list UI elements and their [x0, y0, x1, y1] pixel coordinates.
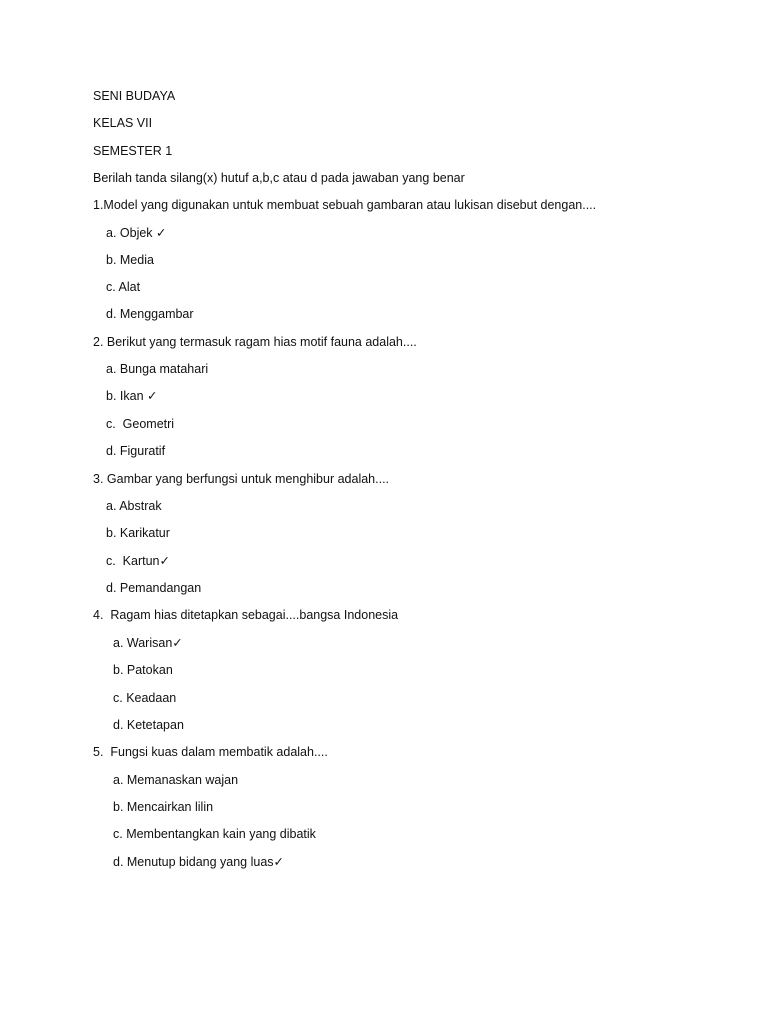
question-4-option-c: c. Keadaan	[113, 691, 177, 705]
question-3-option-b: b. Karikatur	[106, 526, 170, 540]
question-2-option-a: a. Bunga matahari	[106, 362, 209, 376]
question-1-option-c: c. Alat	[106, 280, 141, 294]
question-3-option-c: c. Kartun✓	[106, 554, 170, 568]
subject-title: SENI BUDAYA	[93, 89, 176, 103]
question-4-option-a: a. Warisan✓	[113, 636, 183, 650]
question-1-option-d: d. Menggambar	[106, 307, 194, 321]
question-1-option-b: b. Media	[106, 253, 154, 267]
question-5-option-b: b. Mencairkan lilin	[113, 800, 214, 814]
instruction-text: Berilah tanda silang(x) hutuf a,b,c atau d pada jawaban yang benar	[93, 171, 465, 185]
question-4-option-d: d. Ketetapan	[113, 718, 184, 732]
question-2-option-d: d. Figuratif	[106, 444, 166, 458]
question-4: 4. Ragam hias ditetapkan sebagai....bangsa Indonesia	[93, 608, 399, 622]
question-5-option-a: a. Memanaskan wajan	[113, 773, 239, 787]
question-4-option-b: b. Patokan	[113, 663, 173, 677]
question-1: 1.Model yang digunakan untuk membuat sebuah gambaran atau lukisan disebut dengan....	[93, 198, 597, 212]
question-3-option-d: d. Pemandangan	[106, 581, 202, 595]
question-5-option-d: d. Menutup bidang yang luas✓	[113, 855, 285, 869]
question-3: 3. Gambar yang berfungsi untuk menghibur adalah....	[93, 472, 390, 486]
question-5: 5. Fungsi kuas dalam membatik adalah....	[93, 745, 328, 759]
question-5-option-c: c. Membentangkan kain yang dibatik	[113, 827, 316, 841]
question-3-option-a: a. Abstrak	[106, 499, 162, 513]
question-2-option-c: c. Geometri	[106, 417, 175, 431]
question-1-option-a: a. Objek ✓	[106, 226, 167, 240]
question-2: 2. Berikut yang termasuk ragam hias motif fauna adalah....	[93, 335, 417, 349]
class-label: KELAS VII	[93, 116, 153, 130]
question-2-option-b: b. Ikan ✓	[106, 389, 158, 403]
semester-label: SEMESTER 1	[93, 144, 173, 158]
